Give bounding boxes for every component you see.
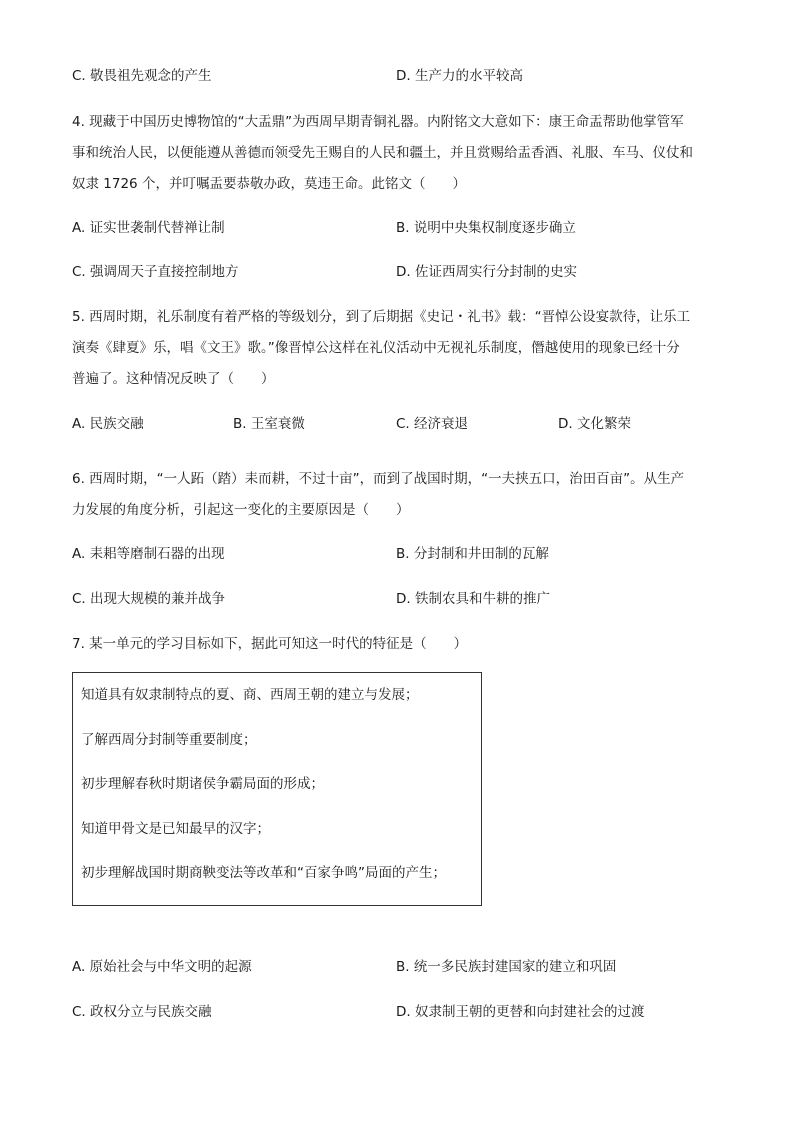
q6-stem-line-1: 6. 西周时期，“一人跖（踏）耒而耕，不过十亩”，而到了战国时期，“一夫挟五口，治田百亩”。从生产 xyxy=(72,471,685,487)
q5-stem-line-3: 普遍了。这种情况反映了（ ） xyxy=(72,371,275,387)
objective-item: 了解西周分封制等重要制度； xyxy=(81,732,257,748)
q6-option-c: C. 出现大规模的兼并战争 xyxy=(72,591,226,607)
q4-stem-line-2: 事和统治人民，以便能遵从善德而领受先王赐自的人民和疆土，并且赏赐给盂香酒、礼服、车马、仪仗和 xyxy=(72,145,693,161)
q7-stem: 7. 某一单元的学习目标如下，据此可知这一时代的特征是（ ） xyxy=(72,636,468,652)
learning-objectives-box xyxy=(72,672,482,906)
objective-item: 初步理解战国时期商鞅变法等改革和“百家争鸣”局面的产生； xyxy=(81,865,446,881)
q5-stem-line-1: 5. 西周时期，礼乐制度有着严格的等级划分，到了后期据《史记・礼书》载：“晋悼公设宴款待，让乐工 xyxy=(72,309,691,325)
objective-item: 知道甲骨文是已知最早的汉字； xyxy=(81,821,270,837)
q5-option-b: B. 王室衰微 xyxy=(233,416,305,432)
q7-option-c: C. 政权分立与民族交融 xyxy=(72,1004,212,1020)
q7-option-d: D. 奴隶制王朝的更替和向封建社会的过渡 xyxy=(396,1004,645,1020)
q4-option-c: C. 强调周天子直接控制地方 xyxy=(72,264,239,280)
q6-option-a: A. 耒耜等磨制石器的出现 xyxy=(72,546,225,562)
q6-option-b: B. 分封制和井田制的瓦解 xyxy=(396,546,549,562)
q6-stem-line-2: 力发展的角度分析，引起这一变化的主要原因是（ ） xyxy=(72,502,410,518)
q4-option-b: B. 说明中央集权制度逐步确立 xyxy=(396,220,576,236)
q6-option-d: D. 铁制农具和牛耕的推广 xyxy=(396,591,550,607)
q5-stem-line-2: 演奏《肆夏》乐，唱《文王》歌。”像晋悼公这样在礼仪活动中无视礼乐制度，僭越使用的现象已经十分 xyxy=(72,340,680,356)
q4-option-d: D. 佐证西周实行分封制的史实 xyxy=(396,264,577,280)
q7-option-b: B. 统一多民族封建国家的建立和巩固 xyxy=(396,959,617,975)
q5-option-a: A. 民族交融 xyxy=(72,416,144,432)
q5-option-c: C. 经济衰退 xyxy=(396,416,469,432)
q5-option-d: D. 文化繁荣 xyxy=(558,416,631,432)
q3-option-d: D. 生产力的水平较高 xyxy=(396,68,523,84)
objective-item: 初步理解春秋时期诸侯争霸局面的形成； xyxy=(81,776,324,792)
q4-stem-line-1: 4. 现藏于中国历史博物馆的“大盂鼎”为西周早期青铜礼器。内附铭文大意如下：康王命盂帮助他掌管军 xyxy=(72,114,684,130)
objective-item: 知道具有奴隶制特点的夏、商、西周王朝的建立与发展； xyxy=(81,687,419,703)
q3-option-c: C. 敬畏祖先观念的产生 xyxy=(72,68,212,84)
q4-stem-line-3: 奴隶 1726 个，并叮嘱盂要恭敬办政，莫违王命。此铭文（ ） xyxy=(72,176,466,192)
q4-option-a: A. 证实世袭制代替禅让制 xyxy=(72,220,225,236)
q7-option-a: A. 原始社会与中华文明的起源 xyxy=(72,959,252,975)
